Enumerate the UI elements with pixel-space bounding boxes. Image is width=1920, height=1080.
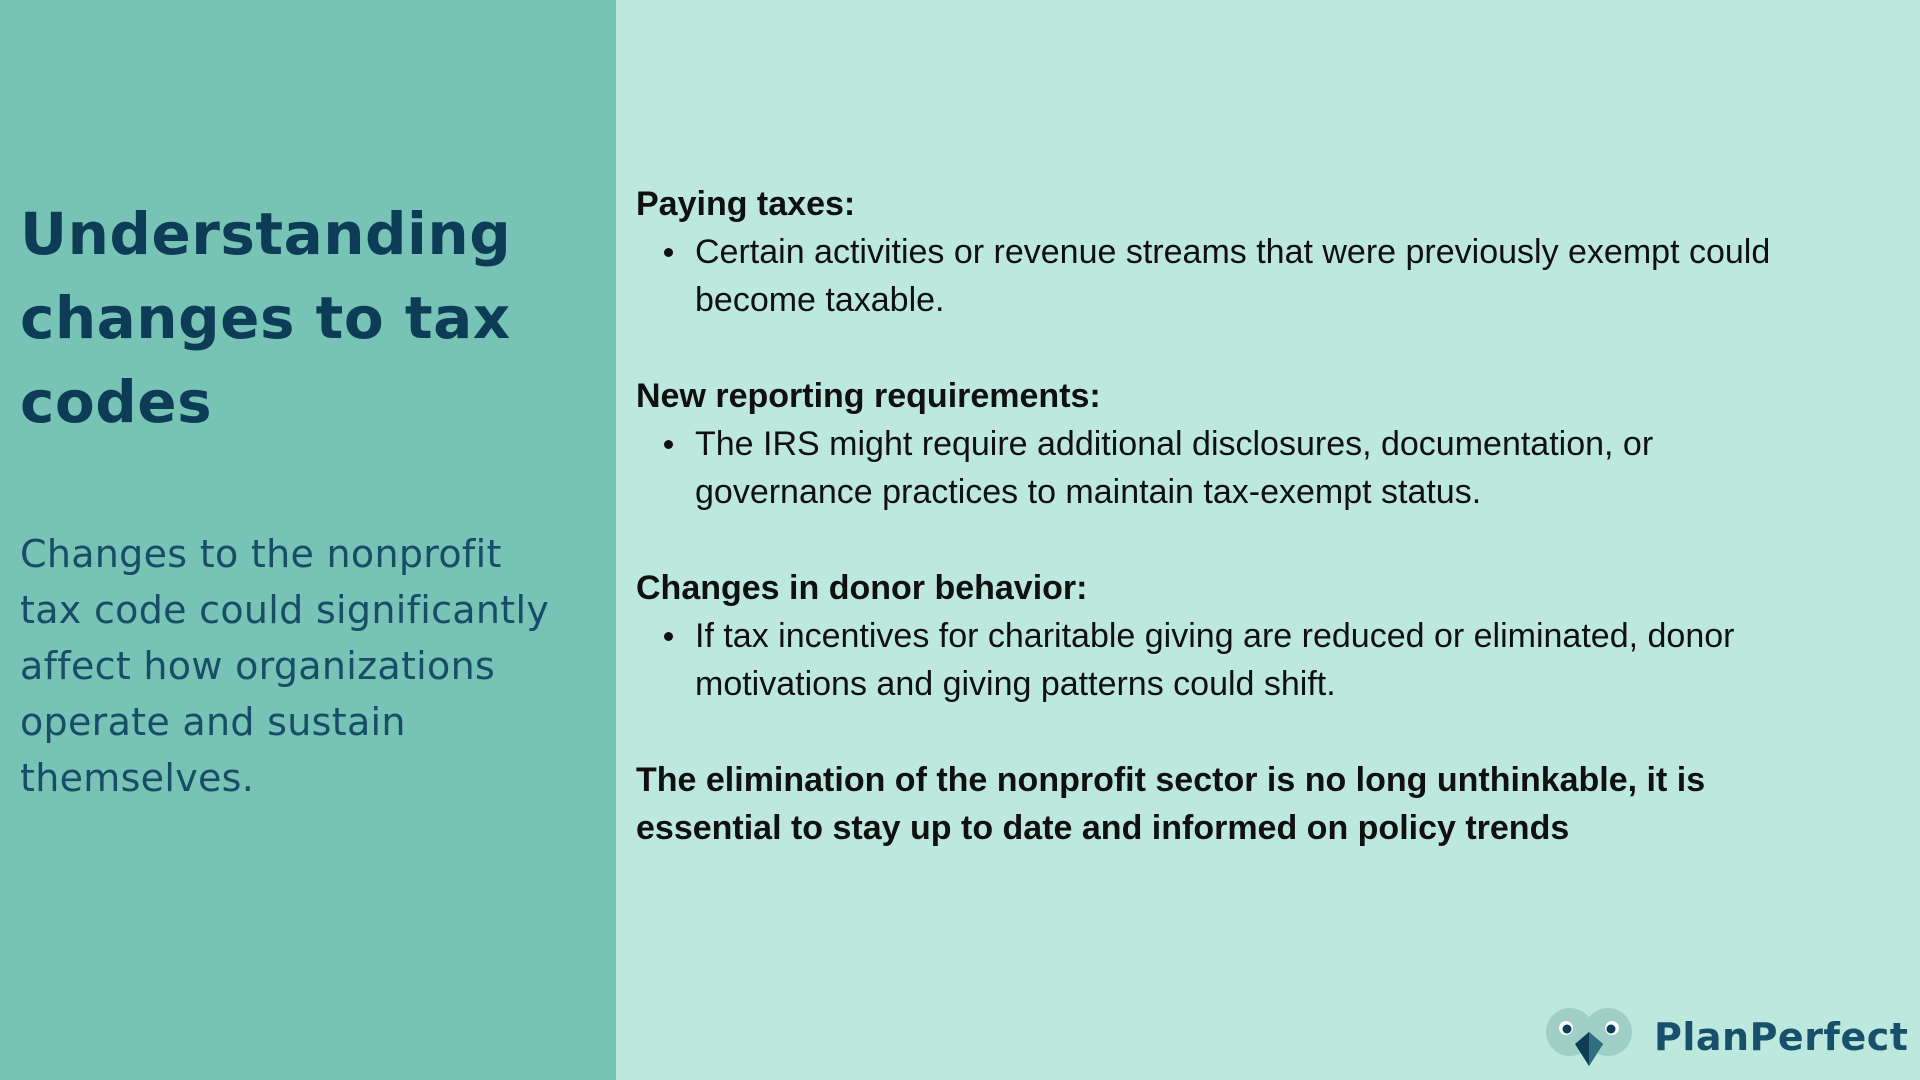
- bullet-list: [636, 420, 1896, 516]
- bullet-item: [636, 612, 1896, 708]
- intro-paragraph: [20, 526, 610, 806]
- bullet-line: Certain activities or revenue streams that were previously exempt could: [695, 233, 1771, 271]
- title-line: codes: [20, 368, 213, 436]
- title-line: changes to tax: [20, 284, 511, 352]
- title-line: Understanding: [20, 200, 512, 268]
- bullet-line: If tax incentives for charitable giving are reduced or eliminated, donor: [695, 617, 1735, 655]
- left-panel: [0, 0, 616, 1080]
- intro-line: affect how organizations: [20, 644, 496, 688]
- bullet-item: [636, 228, 1896, 324]
- logo-text: PlanPerfect: [1654, 1015, 1909, 1059]
- bullet-line: governance practices to maintain tax-exempt status.: [695, 473, 1482, 511]
- closing-line: essential to stay up to date and informed on policy trends: [636, 809, 1570, 847]
- logo: [1540, 1004, 1908, 1070]
- section-heading: Changes in donor behavior:: [636, 569, 1088, 607]
- closing-statement: [636, 756, 1866, 852]
- bullet-icon: [664, 632, 673, 641]
- intro-line: themselves.: [20, 756, 255, 800]
- bullet-icon: [664, 440, 673, 449]
- section-heading: New reporting requirements:: [636, 377, 1101, 415]
- section-donor-behavior: [636, 564, 1896, 708]
- page-title: [20, 192, 600, 444]
- owl-logo-icon: [1540, 1004, 1640, 1070]
- intro-line: tax code could significantly: [20, 588, 550, 632]
- section-heading: Paying taxes:: [636, 185, 856, 223]
- content-area: [636, 180, 1896, 852]
- bullet-item: [636, 420, 1896, 516]
- section-new-reporting: [636, 372, 1896, 516]
- bullet-list: [636, 228, 1896, 324]
- bullet-list: [636, 612, 1896, 708]
- closing-line: The elimination of the nonprofit sector is no long unthinkable, it is: [636, 761, 1706, 799]
- intro-line: Changes to the nonprofit: [20, 532, 502, 576]
- intro-line: operate and sustain: [20, 700, 406, 744]
- bullet-line: motivations and giving patterns could shift.: [695, 665, 1336, 703]
- bullet-line: become taxable.: [695, 281, 945, 319]
- bullet-line: The IRS might require additional disclosures, documentation, or: [695, 425, 1654, 463]
- section-paying-taxes: [636, 180, 1896, 324]
- bullet-icon: [664, 248, 673, 257]
